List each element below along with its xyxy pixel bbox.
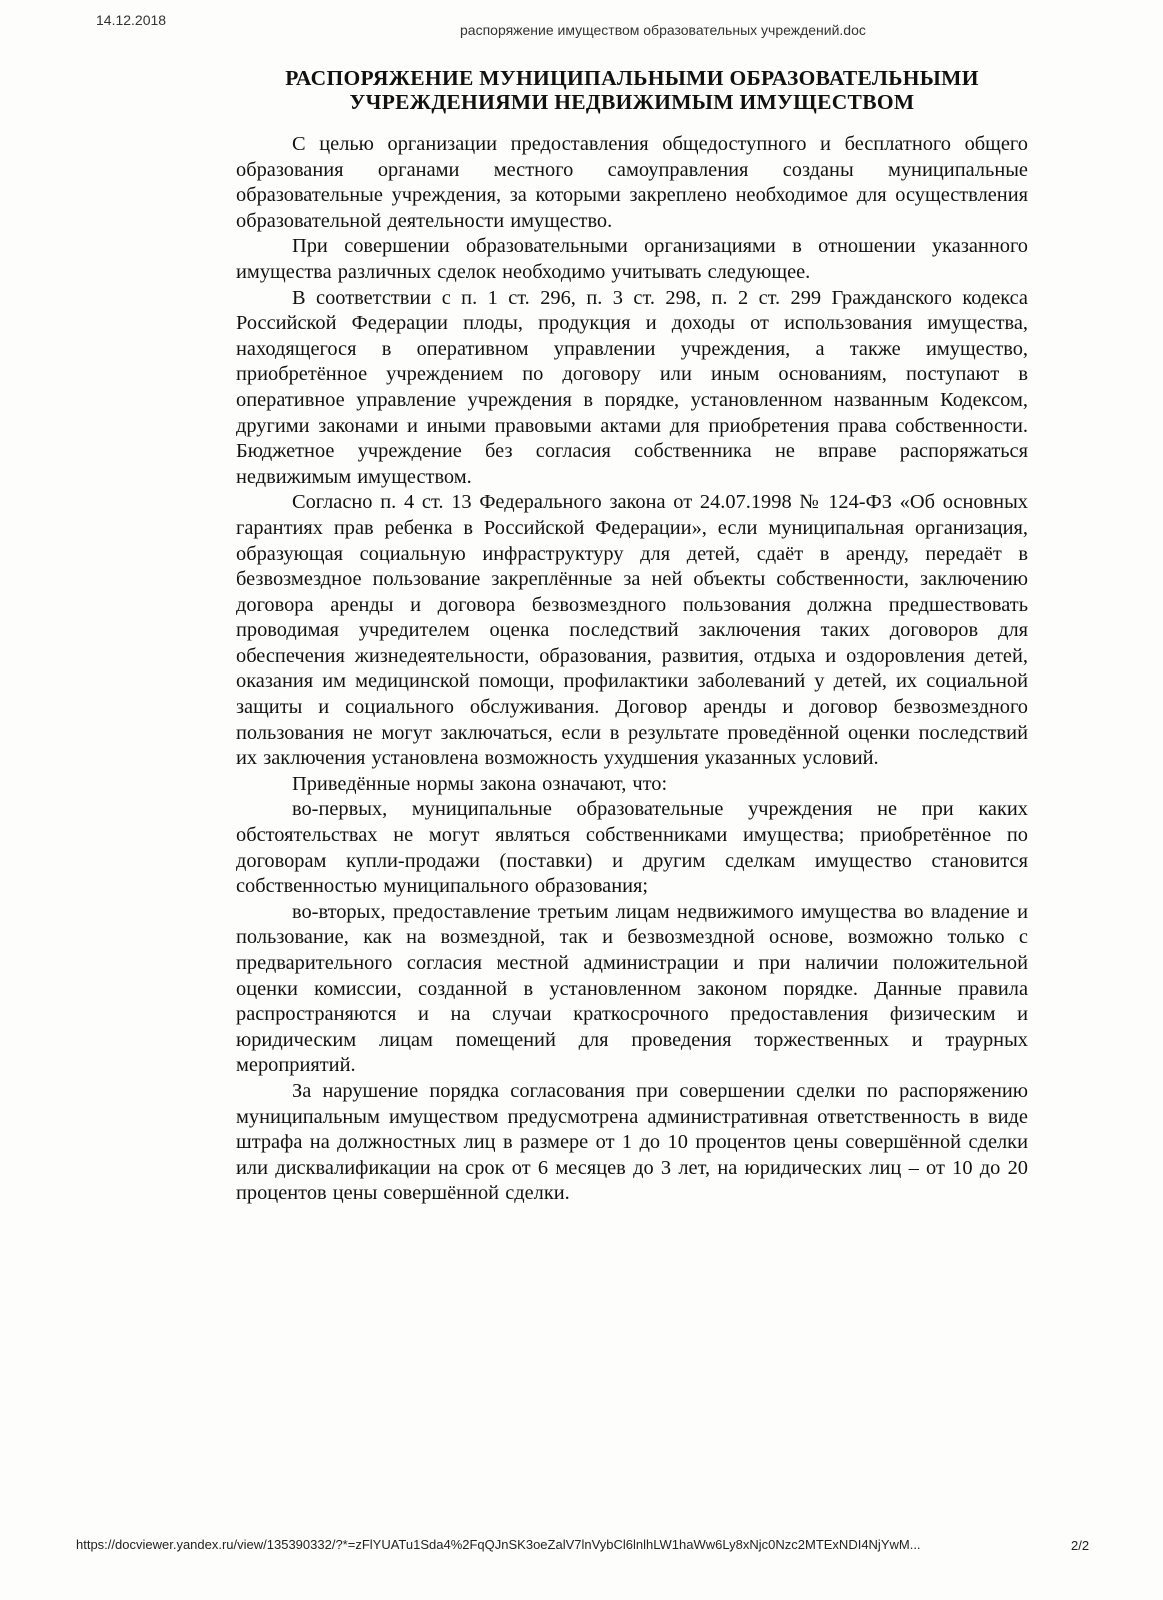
document-title: [236, 66, 1028, 114]
paragraph-purpose: С целью организации предоставления общедоступного и бесплатного общего образования органами местного самоуправления созданы муниципальные образовательные учреждения, за которыми закреплено необходимое для осуществления образовательной деятельности имущество.: [236, 133, 1028, 232]
document-title-line-2: УЧРЕЖДЕНИЯМИ НЕДВИЖИМЫМ ИМУЩЕСТВОМ: [349, 90, 915, 114]
paragraph-liability: За нарушение порядка согласования при совершении сделки по распоряжению муниципальным имуществом предусмотрена административная ответственность в виде штрафа на должностных лиц в размере от 1 до 10 процентов цены совершённой сделки или дисквалификации на срок от 6 месяцев до 3 лет, на юридических лиц – от 10 до 20 процентов цены совершённой сделки.: [236, 1079, 1028, 1205]
paragraph-secondly: во-вторых, предоставление третьим лицам недвижимого имущества во владение и пользование, как на возмездной, так и безвозмездной основе, возможно только с предварительного согласия местной администрации и при наличии положительной оценки комиссии, созданной в установленном законом порядке. Данные правила распространяются и на случаи краткосрочного предоставления физическим и юридическим лицам помещений для проведения торжественных и траурных мероприятий.: [236, 900, 1028, 1077]
document-page: [236, 66, 1028, 1207]
paragraph-federal-law: Согласно п. 4 ст. 13 Федерального закона от 24.07.1998 № 124-ФЗ «Об основных гарантиях прав ребенка в Российской Федерации», если муниципальная организация, образующая социальную инфраструктуру для детей, сдаёт в аренду, передаёт в безвозмездное пользование закреплённые за ней объекты собственности, заключению договора аренды и договора безвозмездного пользования должна предшествовать проводимая учредителем оценка последствий заключения таких договоров для обеспечения жизнедеятельности, образования, развития, отдыха и оздоровления детей, оказания им медицинской помощи, профилактики заболеваний у детей, их социальной защиты и социального обслуживания. Договор аренды и договор безвозмездного пользования не могут заключаться, если в результате проведённой оценки последствий их заключения установлена возможность ухудшения указанных условий.: [236, 491, 1028, 770]
paragraph-intro: При совершении образовательными организациями в отношении указанного имущества различных сделок необходимо учитывать следующее.: [236, 235, 1028, 283]
document-title-line-1: РАСПОРЯЖЕНИЕ МУНИЦИПАЛЬНЫМИ ОБРАЗОВАТЕЛЬНЫМИ: [285, 66, 979, 90]
paragraph-firstly: во-первых, муниципальные образовательные учреждения не при каких обстоятельствах не могут являться собственниками имущества; приобретённое по договорам купли-продажи (поставки) и другим сделкам имущество становится собственностью муниципального образования;: [236, 798, 1028, 898]
print-footer-url: https://docviewer.yandex.ru/view/135390332/?*=zFlYUATu1Sda4%2FqQJnSK3oeZalV7lnVybCl6lnlhLW1haWw6Ly8xNjc0Nzc2MTExNDI4NjYwM...: [76, 1537, 921, 1552]
print-footer-page-number: 2/2: [1071, 1538, 1090, 1553]
print-header-file-name: распоряжение имуществом образовательных учреждений.doc: [460, 22, 866, 38]
print-header-date: 14.12.2018: [96, 12, 167, 28]
paragraph-conclusion-lead: Приведённые нормы закона означают, что:: [292, 772, 668, 795]
paragraph-civil-code: В соответствии с п. 1 ст. 296, п. 3 ст. 298, п. 2 ст. 299 Гражданского кодекса Российской Федерации плоды, продукция и доходы от использования имущества, находящегося в оперативном управлении учреждения, а также имущество, приобретённое учреждением по договору или иным основаниям, поступают в оперативное управление учреждения в порядке, установленном названным Кодексом, другими законами и иными правовыми актами для приобретения права собственности. Бюджетное учреждение без согласия собственника не вправе распоряжаться недвижимым имуществом.: [236, 286, 1028, 488]
